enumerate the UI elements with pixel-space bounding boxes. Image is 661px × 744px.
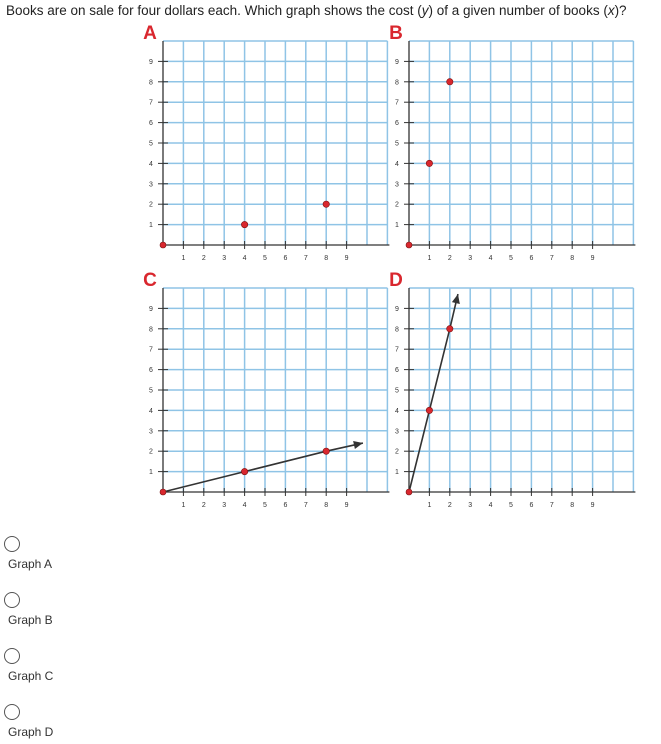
- x-tick-label: 8: [324, 502, 329, 509]
- x-tick-label: 4: [242, 502, 247, 509]
- data-point: [241, 221, 247, 227]
- y-tick-label: 8: [395, 326, 399, 334]
- x-tick-label: 3: [222, 502, 227, 509]
- y-tick-label: 2: [395, 448, 399, 456]
- data-point: [447, 79, 453, 85]
- y-tick-label: 3: [395, 428, 399, 436]
- x-tick-label: 8: [324, 255, 329, 262]
- y-tick-label: 7: [149, 99, 153, 107]
- y-tick-label: 5: [149, 387, 153, 395]
- data-point: [426, 160, 432, 166]
- y-tick-label: 7: [149, 346, 153, 354]
- y-tick-label: 5: [395, 387, 399, 395]
- y-tick-label: 6: [395, 120, 399, 128]
- y-tick-label: 9: [149, 58, 153, 66]
- y-tick-label: 3: [149, 428, 153, 436]
- option-graph-b[interactable]: [4, 592, 53, 627]
- x-tick-label: 6: [283, 255, 288, 262]
- x-tick-label: 2: [201, 502, 206, 509]
- y-tick-label: 1: [395, 469, 399, 477]
- x-tick-label: 5: [509, 255, 513, 262]
- y-tick-label: 2: [149, 201, 153, 209]
- radio-graph-c[interactable]: [4, 648, 20, 664]
- data-point: [323, 201, 329, 207]
- x-tick-label: 2: [201, 255, 206, 262]
- x-tick-label: 4: [488, 502, 493, 509]
- y-tick-label: 3: [395, 181, 399, 189]
- y-tick-label: 2: [149, 448, 153, 456]
- x-tick-label: 5: [263, 502, 267, 509]
- x-tick-label: 1: [181, 255, 186, 262]
- y-tick-label: 9: [395, 305, 399, 313]
- option-label-a: Graph A: [8, 557, 53, 571]
- x-tick-label: 6: [529, 255, 534, 262]
- y-tick-label: 6: [149, 120, 153, 128]
- x-tick-label: 3: [468, 502, 473, 509]
- x-tick-label: 9: [590, 255, 595, 262]
- x-tick-label: 7: [303, 502, 308, 509]
- x-tick-label: 6: [529, 502, 534, 509]
- x-tick-label: 7: [303, 255, 308, 262]
- y-tick-label: 8: [149, 79, 153, 87]
- x-tick-label: 5: [509, 502, 513, 509]
- x-tick-label: 8: [570, 255, 575, 262]
- option-graph-c[interactable]: [4, 648, 53, 683]
- y-tick-label: 1: [149, 469, 153, 477]
- y-tick-label: 3: [149, 181, 153, 189]
- x-tick-label: 2: [447, 255, 452, 262]
- origin-point: [406, 242, 412, 248]
- x-tick-label: 4: [488, 255, 493, 262]
- x-tick-label: 7: [549, 502, 554, 509]
- radio-graph-d[interactable]: [4, 704, 20, 720]
- option-label-c: Graph C: [8, 669, 54, 683]
- radio-graph-a[interactable]: [4, 536, 20, 552]
- arrow-head: [452, 294, 460, 304]
- x-tick-label: 2: [447, 502, 452, 509]
- x-tick-label: 7: [549, 255, 554, 262]
- y-tick-label: 5: [395, 140, 399, 148]
- x-tick-label: 9: [344, 502, 349, 509]
- y-tick-label: 4: [395, 407, 399, 415]
- data-point: [241, 468, 247, 474]
- x-tick-label: 1: [181, 502, 186, 509]
- y-tick-label: 1: [395, 222, 399, 230]
- y-tick-label: 8: [149, 326, 153, 334]
- arrow-head: [353, 441, 363, 449]
- option-graph-d[interactable]: [4, 704, 53, 739]
- y-tick-label: 5: [149, 140, 153, 148]
- x-tick-label: 1: [427, 502, 432, 509]
- origin-point: [160, 489, 166, 495]
- x-tick-label: 4: [242, 255, 247, 262]
- x-tick-label: 9: [590, 502, 595, 509]
- data-point: [447, 326, 453, 332]
- x-tick-label: 5: [263, 255, 267, 262]
- y-tick-label: 7: [395, 99, 399, 107]
- x-tick-label: 3: [222, 255, 227, 262]
- option-label-d: Graph D: [8, 725, 54, 739]
- x-tick-label: 8: [570, 502, 575, 509]
- y-tick-label: 2: [395, 201, 399, 209]
- y-tick-label: 7: [395, 346, 399, 354]
- x-tick-label: 1: [427, 255, 432, 262]
- y-tick-label: 1: [149, 222, 153, 230]
- y-tick-label: 4: [149, 160, 153, 168]
- graph-line-c: [163, 443, 363, 492]
- graph-label-a: A: [143, 23, 157, 44]
- graph-label-d: D: [389, 270, 403, 291]
- option-graph-a[interactable]: [4, 536, 52, 571]
- origin-point: [406, 489, 412, 495]
- data-point: [426, 407, 432, 413]
- graph-label-c: C: [143, 270, 157, 291]
- y-tick-label: 8: [395, 79, 399, 87]
- x-tick-label: 6: [283, 502, 288, 509]
- data-point: [323, 448, 329, 454]
- question-text: Books are on sale for four dollars each. Which graph shows the cost (y) of a given number of books (x)?: [6, 3, 627, 18]
- y-tick-label: 9: [149, 305, 153, 313]
- y-tick-label: 6: [395, 367, 399, 375]
- y-tick-label: 4: [149, 407, 153, 415]
- y-tick-label: 9: [395, 58, 399, 66]
- x-tick-label: 3: [468, 255, 473, 262]
- radio-graph-b[interactable]: [4, 592, 20, 608]
- graph-line-d: [409, 294, 458, 492]
- x-tick-label: 9: [344, 255, 349, 262]
- graph-label-b: B: [389, 23, 403, 44]
- y-tick-label: 4: [395, 160, 399, 168]
- y-tick-label: 6: [149, 367, 153, 375]
- option-label-b: Graph B: [8, 613, 53, 627]
- origin-point: [160, 242, 166, 248]
